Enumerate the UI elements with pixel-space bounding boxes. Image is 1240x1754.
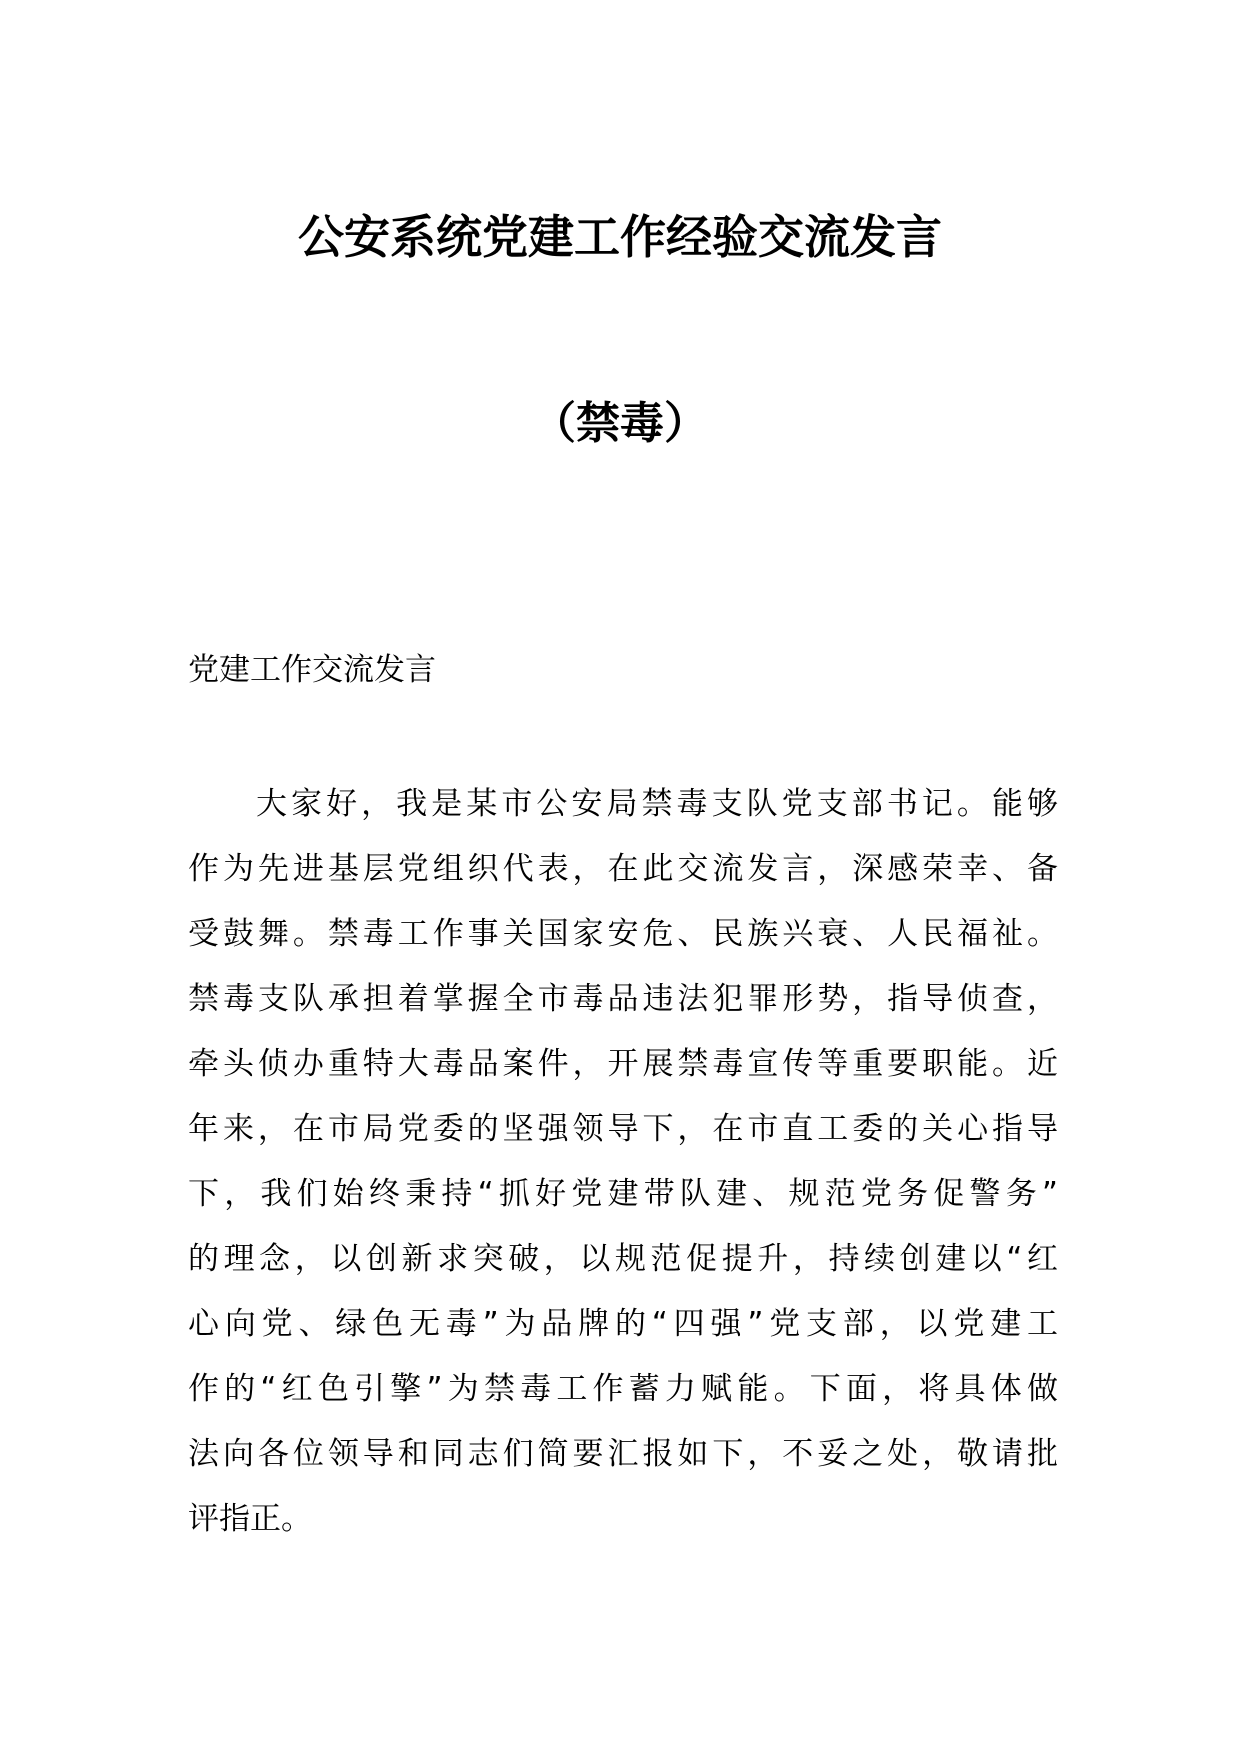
section-heading: 党建工作交流发言 <box>188 652 436 688</box>
paragraph-line: 牵头侦办重特大毒品案件，开展禁毒宣传等重要职能。近 <box>188 1046 1058 1082</box>
paragraph-line: 作为先进基层党组织代表，在此交流发言，深感荣幸、备 <box>188 851 1058 887</box>
paragraph-line: 年来，在市局党委的坚强领导下，在市直工委的关心指导 <box>188 1111 1058 1147</box>
paragraph-line: 大家好，我是某市公安局禁毒支队党支部书记。能够 <box>256 786 1058 822</box>
paragraph-line: 受鼓舞。禁毒工作事关国家安危、民族兴衰、人民福祉。 <box>188 916 1058 952</box>
body-paragraph <box>188 772 1058 1552</box>
document-title: 公安系统党建工作经验交流发言 <box>298 210 942 264</box>
paragraph-line: 禁毒支队承担着掌握全市毒品违法犯罪形势，指导侦查， <box>188 981 1058 1017</box>
paragraph-line: 作的“红色引擎”为禁毒工作蓄力赋能。下面，将具体做 <box>188 1371 1058 1407</box>
paragraph-line: 评指正。 <box>188 1501 312 1537</box>
document-subtitle: （禁毒） <box>532 398 708 449</box>
paragraph-line: 下，我们始终秉持“抓好党建带队建、规范党务促警务” <box>188 1176 1058 1212</box>
paragraph-line: 心向党、绿色无毒”为品牌的“四强”党支部，以党建工 <box>188 1306 1058 1342</box>
paragraph-line: 的理念，以创新求突破，以规范促提升，持续创建以“红 <box>188 1241 1058 1277</box>
paragraph-line: 法向各位领导和同志们简要汇报如下，不妥之处，敬请批 <box>188 1436 1058 1472</box>
